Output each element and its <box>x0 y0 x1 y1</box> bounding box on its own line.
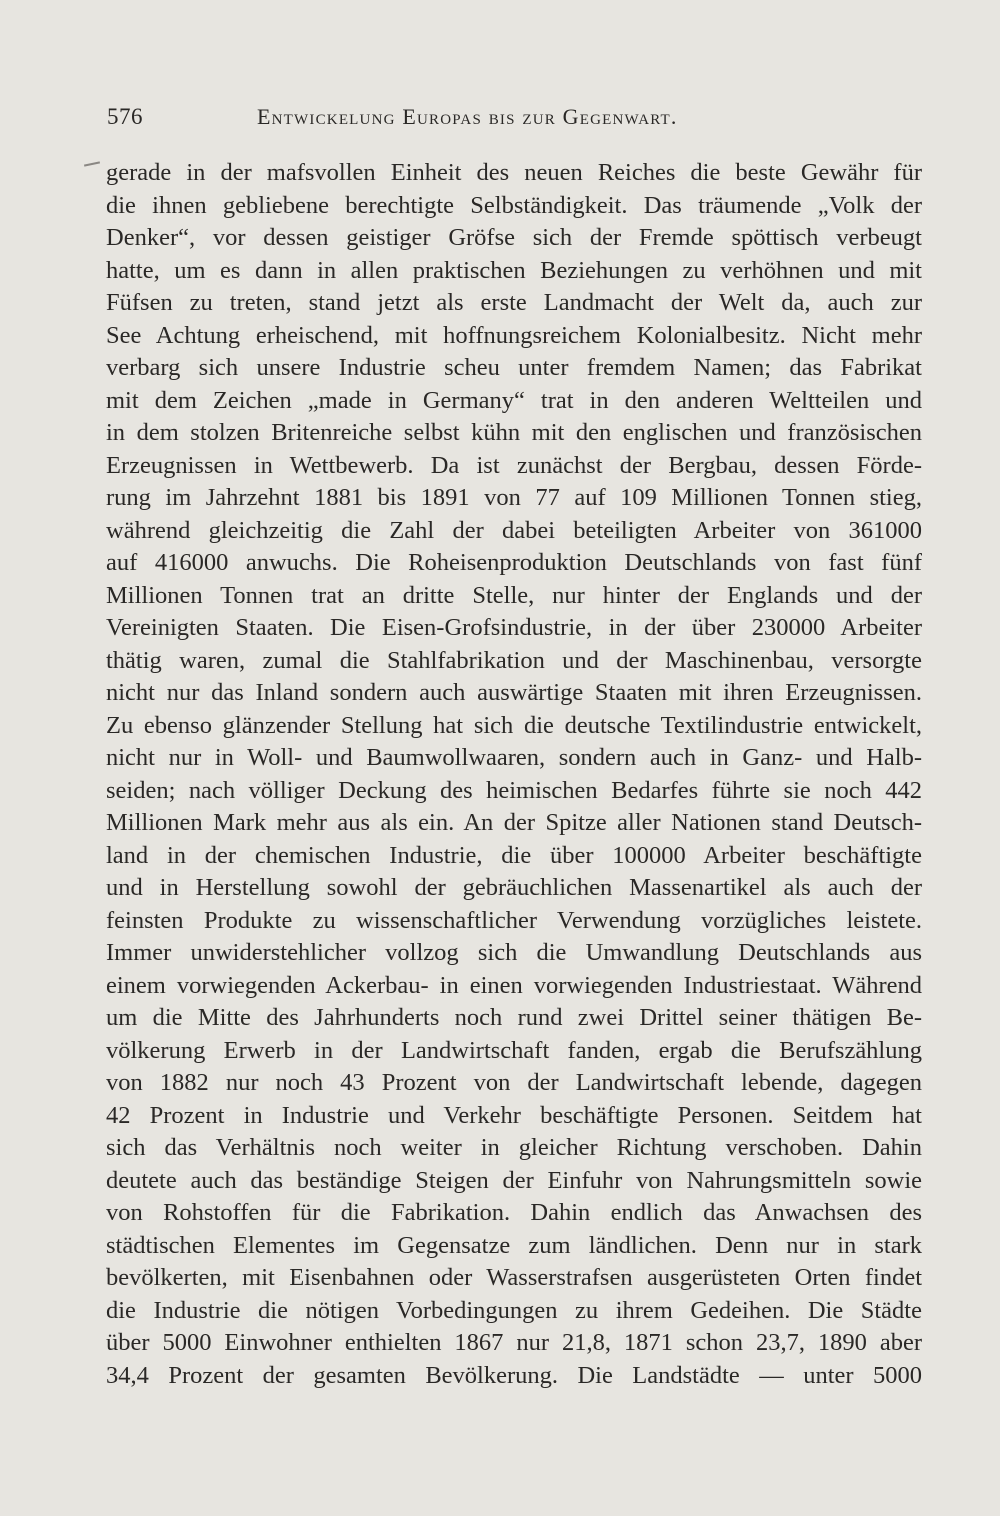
text-line: völkerung Erwerb in der Landwirtschaft fanden, ergab die Berufszählung <box>106 1036 922 1064</box>
text-line: thätig waren, zumal die Stahlfabrikation und der Maschinenbau, versorgte <box>106 646 922 674</box>
text-line: Immer unwiderstehlicher vollzog sich die Umwandlung Deutschlands aus <box>106 939 922 966</box>
text-line: Vereinigten Staaten. Die Eisen-Grofsindustrie, in der über 230000 Arbeiter <box>106 614 922 641</box>
page-number: 576 <box>107 104 143 129</box>
text-line: Millionen Tonnen trat an dritte Stelle, nur hinter der Englands und der <box>106 581 922 609</box>
text-line: um die Mitte des Jahrhunderts noch rund zwei Drittel seiner thätigen Be- <box>106 1004 922 1031</box>
text-line: deutete auch das beständige Steigen der Einfuhr von Nahrungsmitteln sowie <box>106 1166 922 1194</box>
text-line: nicht nur in Woll- und Baumwollwaaren, sondern auch in Ganz- und Halb- <box>106 744 922 771</box>
text-line: Füfsen zu treten, stand jetzt als erste Landmacht der Welt da, auch zur <box>106 289 922 316</box>
text-line: Denker“, vor dessen geistiger Gröfse sich der Fremde spöttisch verbeugt <box>106 224 922 251</box>
text-line: einem vorwiegenden Ackerbau- in einen vorwiegenden Industriestaat. Während <box>106 971 922 999</box>
running-title: Entwickelung Europas bis zur Gegenwart. <box>257 104 678 129</box>
text-line: nicht nur das Inland sondern auch auswärtige Staaten mit ihren Erzeugnissen. <box>106 679 922 706</box>
text-line: städtischen Elementes im Gegensatze zum ländlichen. Denn nur in stark <box>106 1231 922 1259</box>
text-line: von 1882 nur noch 43 Prozent von der Landwirtschaft lebende, dagegen <box>106 1069 922 1096</box>
text-line: von Rohstoffen für die Fabrikation. Dahin endlich das Anwachsen des <box>106 1199 922 1226</box>
body-text <box>106 157 922 1392</box>
text-line: 42 Prozent in Industrie und Verkehr beschäftigte Personen. Seitdem hat <box>106 1101 922 1129</box>
text-line: gerade in der mafsvollen Einheit des neuen Reiches die beste Gewähr für <box>106 159 922 186</box>
text-line: hatte, um es dann in allen praktischen Beziehungen zu verhöhnen und mit <box>106 256 922 284</box>
text-line: 34,4 Prozent der gesamten Bevölkerung. Die Landstädte — unter 5000 <box>106 1361 922 1389</box>
text-line: See Achtung erheischend, mit hoffnungsreichem Kolonialbesitz. Nicht mehr <box>106 321 922 349</box>
text-line: mit dem Zeichen „made in Germany“ trat in den anderen Weltteilen und <box>106 386 922 414</box>
text-line: land in der chemischen Industrie, die über 100000 Arbeiter beschäftigte <box>106 841 922 869</box>
text-line: die Industrie die nötigen Vorbedingungen zu ihrem Gedeihen. Die Städte <box>106 1296 922 1324</box>
text-line: Zu ebenso glänzender Stellung hat sich die deutsche Textilindustrie entwickelt, <box>106 711 922 739</box>
text-line: seiden; nach völliger Deckung des heimischen Bedarfes führte sie noch 442 <box>106 776 922 804</box>
text-line: Erzeugnissen in Wettbewerb. Da ist zunächst der Bergbau, dessen Förde- <box>106 451 922 479</box>
margin-mark <box>84 161 100 166</box>
text-line: während gleichzeitig die Zahl der dabei beteiligten Arbeiter von 361000 <box>106 516 922 544</box>
text-line: verbarg sich unsere Industrie scheu unter fremdem Namen; das Fabrikat <box>106 354 922 381</box>
text-line: sich das Verhältnis noch weiter in gleicher Richtung verschoben. Dahin <box>106 1134 922 1161</box>
text-line: Millionen Mark mehr aus als ein. An der Spitze aller Nationen stand Deutsch- <box>106 809 922 836</box>
text-line: feinsten Produkte zu wissenschaftlicher Verwendung vorzügliches leistete. <box>106 906 922 934</box>
text-line: auf 416000 anwuchs. Die Roheisenproduktion Deutschlands von fast fünf <box>106 549 922 576</box>
text-line: in dem stolzen Britenreiche selbst kühn mit den englischen und französischen <box>106 419 922 446</box>
text-line: und in Herstellung sowohl der gebräuchlichen Massenartikel als auch der <box>106 874 922 901</box>
text-line: über 5000 Einwohner enthielten 1867 nur 21,8, 1871 schon 23,7, 1890 aber <box>106 1329 922 1356</box>
page-header <box>107 104 927 140</box>
text-line: rung im Jahrzehnt 1881 bis 1891 von 77 auf 109 Millionen Tonnen stieg, <box>106 484 922 511</box>
text-line: die ihnen gebliebene berechtigte Selbständigkeit. Das träumende „Volk der <box>106 191 922 219</box>
text-line: bevölkerten, mit Eisenbahnen oder Wasserstrafsen ausgerüsteten Orten findet <box>106 1264 922 1291</box>
